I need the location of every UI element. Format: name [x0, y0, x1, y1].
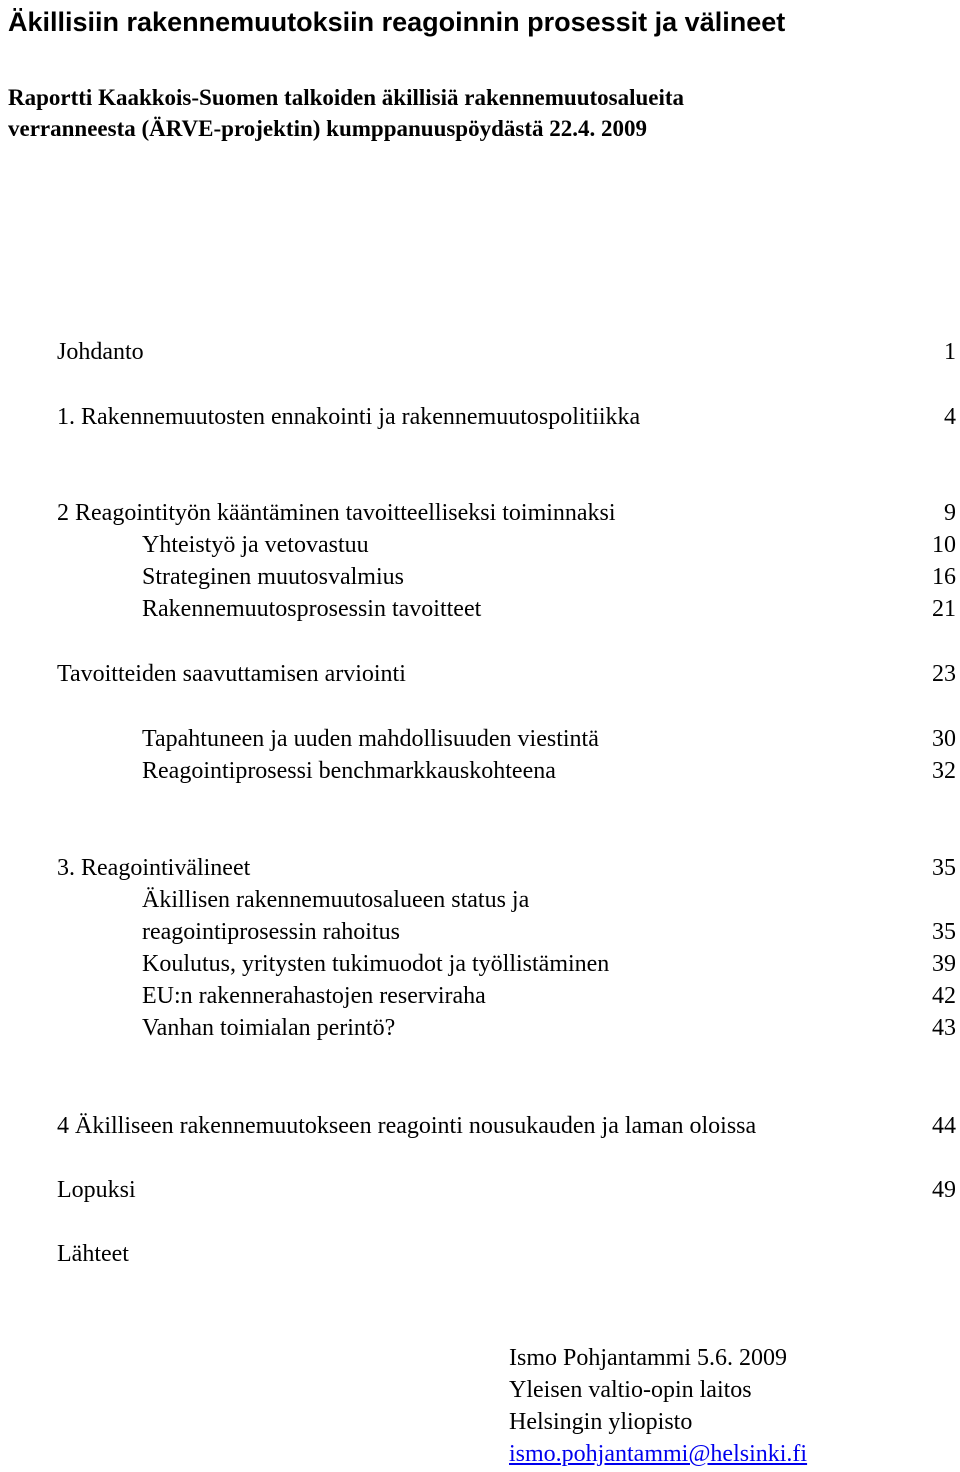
toc-entry-label: Strateginen muutosvalmius: [142, 564, 404, 590]
toc-entry-benchmark: [0, 755, 960, 787]
toc-entry-viestinta: [0, 723, 960, 755]
toc-entry-lahteet: [0, 1238, 960, 1270]
toc-entry-page: 4: [944, 404, 956, 430]
author-signature-block: [509, 1342, 807, 1470]
toc-entry-status-line-2: [0, 916, 960, 948]
toc-entry-label: 4 Äkilliseen rakennemuutokseen reagointi nousukauden ja laman oloissa: [57, 1113, 757, 1139]
toc-entry-page: 32: [932, 758, 956, 784]
toc-entry-label: Tavoitteiden saavuttamisen arviointi: [57, 661, 406, 687]
toc-entry-label: 1. Rakennemuutosten ennakointi ja rakennemuutospolitiikka: [57, 404, 641, 430]
toc-entry-chapter-4: [0, 1110, 960, 1142]
toc-entry-status-line-1: [0, 884, 960, 916]
toc-entry-tavoitteet: [0, 593, 960, 625]
toc-entry-page: 23: [932, 661, 956, 687]
toc-entry-page: 42: [932, 983, 956, 1009]
toc-entry-page: 9: [944, 500, 956, 526]
toc-entry-lopuksi: [0, 1174, 960, 1206]
subtitle-line-2: verranneesta (ÄRVE-projektin) kumppanuuspöydästä 22.4. 2009: [8, 116, 648, 141]
toc-entry-page: 1: [944, 339, 956, 365]
toc-entry-label: 3. Reagointivälineet: [57, 855, 251, 881]
toc-entry-label: reagointiprosessin rahoitus: [142, 919, 400, 945]
toc-entry-page: 16: [932, 564, 956, 590]
toc-entry-johdanto: [0, 336, 960, 368]
toc-entry-yhteistyo: [0, 529, 960, 561]
toc-entry-arviointi: [0, 658, 960, 690]
toc-entry-label: Yhteistyö ja vetovastuu: [142, 532, 369, 558]
toc-entry-label: Lopuksi: [57, 1177, 136, 1203]
toc-entry-label: Äkillisen rakennemuutosalueen status ja: [142, 887, 530, 913]
subtitle-line-1: Raportti Kaakkois-Suomen talkoiden äkillisiä rakennemuutosalueita: [8, 85, 685, 110]
toc-entry-perinto: [0, 1012, 960, 1044]
toc-entry-reserviraha: [0, 980, 960, 1012]
toc-entry-page: 21: [932, 596, 956, 622]
toc-entry-page: 43: [932, 1015, 956, 1041]
toc-entry-chapter-3: [0, 852, 960, 884]
document-subtitle: [8, 82, 684, 144]
author-university: Helsingin yliopisto: [509, 1409, 693, 1435]
toc-entry-page: 39: [932, 951, 956, 977]
toc-entry-label: Johdanto: [57, 339, 144, 365]
toc-entry-label: 2 Reagointityön kääntäminen tavoitteelliseksi toiminnaksi: [57, 500, 616, 526]
toc-entry-label: Tapahtuneen ja uuden mahdollisuuden viestintä: [142, 726, 599, 752]
toc-entry-chapter-2: [0, 497, 960, 529]
toc-entry-page: 44: [932, 1113, 956, 1139]
toc-entry-page: 10: [932, 532, 956, 558]
toc-entry-label: Reagointiprosessi benchmarkkauskohteena: [142, 758, 556, 784]
toc-entry-page: 49: [932, 1177, 956, 1203]
author-name-date: Ismo Pohjantammi 5.6. 2009: [509, 1345, 787, 1371]
toc-entry-label: Vanhan toimialan perintö?: [142, 1015, 396, 1041]
toc-entry-page: 30: [932, 726, 956, 752]
toc-entry-label: Koulutus, yritysten tukimuodot ja työllistäminen: [142, 951, 610, 977]
author-email-link[interactable]: ismo.pohjantammi@helsinki.fi: [509, 1441, 808, 1467]
author-department: Yleisen valtio-opin laitos: [509, 1377, 752, 1403]
toc-entry-page: 35: [932, 855, 956, 881]
toc-entry-label: Lähteet: [57, 1241, 129, 1267]
toc-entry-label: Rakennemuutosprosessin tavoitteet: [142, 596, 482, 622]
toc-entry-strateginen: [0, 561, 960, 593]
document-title: Äkillisiin rakennemuutoksiin reagoinnin prosessit ja välineet: [8, 7, 786, 37]
toc-entry-koulutus: [0, 948, 960, 980]
toc-entry-chapter-1: [0, 401, 960, 433]
toc-entry-page: 35: [932, 919, 956, 945]
toc-entry-label: EU:n rakennerahastojen reserviraha: [142, 983, 486, 1009]
